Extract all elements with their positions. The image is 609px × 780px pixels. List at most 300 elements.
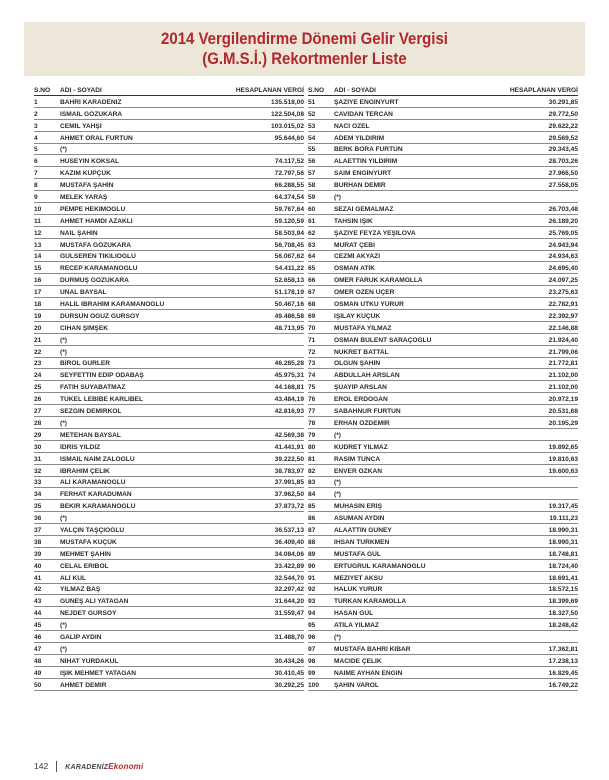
row-number: 16 xyxy=(34,277,42,285)
table-row xyxy=(308,381,578,393)
table-row xyxy=(34,667,304,679)
table-row xyxy=(34,643,304,655)
table-row xyxy=(308,358,578,370)
row-number: 90 xyxy=(308,562,316,570)
row-number: 7 xyxy=(34,170,38,178)
row-tax: 74.117,52 xyxy=(275,158,304,166)
table-row xyxy=(308,500,578,512)
row-number: 99 xyxy=(308,669,316,677)
row-number: 75 xyxy=(308,384,316,392)
row-number: 94 xyxy=(308,610,316,618)
row-number: 38 xyxy=(34,538,42,546)
row-number: 66 xyxy=(308,277,316,285)
row-name: NÜKRET BATTAL xyxy=(334,348,389,356)
table-row xyxy=(308,369,578,381)
row-number: 92 xyxy=(308,586,316,594)
row-name: ALAATTİN GÜNEY xyxy=(334,526,392,534)
row-name: PEMPE HEKİMOĞLU xyxy=(60,205,126,213)
row-number: 3 xyxy=(34,122,38,130)
table-row xyxy=(34,144,304,156)
row-number: 87 xyxy=(308,526,316,534)
row-tax: 28.703,26 xyxy=(548,158,578,166)
row-number: 97 xyxy=(308,645,316,653)
table-row xyxy=(34,381,304,393)
table-row xyxy=(34,120,304,132)
row-tax: 19.810,63 xyxy=(548,455,578,463)
left-table-body xyxy=(34,96,304,691)
row-number: 34 xyxy=(34,491,42,499)
table-row xyxy=(308,643,578,655)
page-number: 142 xyxy=(34,761,49,771)
row-name: IŞIK MEHMET YATAĞAN xyxy=(60,669,136,677)
row-number: 49 xyxy=(34,669,42,677)
row-name: İHSAN TÜRKMEN xyxy=(334,538,390,546)
table-row xyxy=(308,239,578,251)
row-tax: 30.434,26 xyxy=(274,657,304,665)
row-name: İDRİS YILDIZ xyxy=(60,443,101,451)
row-number: 60 xyxy=(308,205,316,213)
table-row xyxy=(308,465,578,477)
table-row xyxy=(34,488,304,500)
row-number: 26 xyxy=(34,396,42,404)
row-name: CEMİL YAHŞİ xyxy=(60,122,102,130)
row-name: NACİ ÖZEL xyxy=(334,122,370,130)
table-row xyxy=(308,215,578,227)
table-row xyxy=(308,167,578,179)
row-name: BAHRİ KARADENİZ xyxy=(60,98,122,106)
row-number: 36 xyxy=(34,515,42,523)
row-tax: 31.488,70 xyxy=(274,633,304,641)
row-number: 13 xyxy=(34,241,42,249)
table-row xyxy=(34,286,304,298)
row-name: BURHAN DEMİR xyxy=(334,182,386,190)
row-number: 54 xyxy=(308,134,316,142)
row-tax: 26.189,20 xyxy=(548,217,578,225)
row-tax: 19.317,45 xyxy=(548,503,578,511)
row-number: 2 xyxy=(34,110,38,118)
table-row xyxy=(34,179,304,191)
row-name: KUDRET YILMAZ xyxy=(334,443,388,451)
row-tax: 30.292,25 xyxy=(274,681,304,689)
table-row xyxy=(34,465,304,477)
row-name: BERK BORA FURTUN xyxy=(334,146,403,154)
row-tax: 22.782,91 xyxy=(548,301,578,309)
row-number: 81 xyxy=(308,455,316,463)
row-name: GÜLSEREN TIKILIOĞLU xyxy=(60,253,136,261)
row-tax: 39.222,50 xyxy=(274,455,304,463)
row-name: MACİDE ÇELİK xyxy=(334,657,382,665)
row-name: NAİL ŞAHİN xyxy=(60,229,98,237)
table-row xyxy=(308,524,578,536)
row-tax: 26.703,48 xyxy=(548,205,578,213)
footer-divider xyxy=(56,761,57,772)
page-footer xyxy=(34,759,143,773)
row-name: SAİM ENGİNYURT xyxy=(334,170,392,178)
table-row xyxy=(308,144,578,156)
row-tax: 19.600,63 xyxy=(548,467,578,475)
row-name: ERHAN ÖZDEMİR xyxy=(334,419,390,427)
table-row xyxy=(308,191,578,203)
row-name: ÖMER ÖZEN ÜÇER xyxy=(334,289,395,297)
row-tax: 44.168,81 xyxy=(274,384,304,392)
row-number: 71 xyxy=(308,336,316,344)
table-row xyxy=(34,262,304,274)
row-tax: 25.769,05 xyxy=(548,229,578,237)
table-row xyxy=(308,346,578,358)
row-name: HALİL İBRAHİM KARAMANOĞLU xyxy=(60,301,165,309)
row-name: RASİM TUNCA xyxy=(334,455,381,463)
row-number: 77 xyxy=(308,408,316,416)
row-name: IŞILAY KÜÇÜK xyxy=(334,312,381,320)
row-tax: 24.695,40 xyxy=(548,265,578,273)
row-name: MURAT ÇEBİ xyxy=(334,241,375,249)
table-row xyxy=(308,310,578,322)
row-name: NİHAT YURDAKUL xyxy=(60,657,119,665)
row-name: ERTUĞRUL KARAMANOĞLU xyxy=(334,562,426,570)
page-title: 2014 Vergilendirme Dönemi Gelir Vergisi xyxy=(161,29,448,48)
row-number: 37 xyxy=(34,526,42,534)
row-name: ASUMAN AYDIN xyxy=(334,515,385,523)
row-tax: 38.783,97 xyxy=(274,467,304,475)
row-number: 89 xyxy=(308,550,316,558)
row-number: 6 xyxy=(34,158,38,166)
table-row xyxy=(308,155,578,167)
logo-top-text: KARADENİZ xyxy=(65,763,109,771)
table-row xyxy=(308,595,578,607)
table-row xyxy=(308,417,578,429)
row-tax: 21.799,06 xyxy=(548,348,578,356)
table-row xyxy=(34,167,304,179)
table-row xyxy=(34,477,304,489)
row-tax: 45.975,31 xyxy=(274,372,304,380)
row-tax: 24.097,25 xyxy=(548,277,578,285)
table-row xyxy=(308,322,578,334)
row-tax: 16.749,22 xyxy=(548,681,578,689)
row-tax: 41.441,91 xyxy=(274,443,304,451)
table-row xyxy=(308,96,578,108)
row-name: ALİ KARAMANOĞLU xyxy=(60,479,126,487)
row-name: TÜKEL LEBİBE KARLIBEL xyxy=(60,396,144,404)
row-tax: 46.285,28 xyxy=(274,360,304,368)
row-number: 30 xyxy=(34,443,42,451)
row-tax: 31.559,47 xyxy=(274,610,304,618)
row-number: 46 xyxy=(34,633,42,641)
row-tax: 18.572,15 xyxy=(548,586,578,594)
table-row xyxy=(308,393,578,405)
row-name: ALAETTİN YILDIRIM xyxy=(334,158,398,166)
row-number: 65 xyxy=(308,265,316,273)
publication-logo xyxy=(65,762,143,771)
table-row xyxy=(34,572,304,584)
table-row xyxy=(34,227,304,239)
row-name: SEZAİ GEMALMAZ xyxy=(334,205,394,213)
row-tax: 18.990,31 xyxy=(548,526,578,534)
table-row xyxy=(308,607,578,619)
row-name: GALİP AYDIN xyxy=(60,633,102,641)
row-tax: 29.772,50 xyxy=(548,110,578,118)
row-number: 19 xyxy=(34,312,42,320)
table-row xyxy=(34,631,304,643)
row-name: (*) xyxy=(60,419,67,427)
row-name: OSMAN UTKU YÜRÜR xyxy=(334,301,404,309)
row-number: 84 xyxy=(308,491,316,499)
row-name: GÜNEŞ ALİ YATAĞAN xyxy=(60,598,129,606)
row-number: 35 xyxy=(34,503,42,511)
row-tax: 66.288,55 xyxy=(274,182,304,190)
row-name: SABAHNUR FURTUN xyxy=(334,408,401,416)
table-row xyxy=(34,441,304,453)
row-name: MUSTAFA KÜÇÜK xyxy=(60,538,117,546)
row-number: 67 xyxy=(308,289,316,297)
table-row xyxy=(34,358,304,370)
row-name: ŞUAYİP ARSLAN xyxy=(334,384,387,392)
row-name: ENVER ÖZKAN xyxy=(334,467,382,475)
row-name: ÖMER FARUK KARAMOLLA xyxy=(334,277,423,285)
row-tax: 135.518,00 xyxy=(270,98,304,106)
row-number: 72 xyxy=(308,348,316,356)
row-number: 14 xyxy=(34,253,42,261)
row-name: (*) xyxy=(60,515,67,523)
row-tax: 18.399,69 xyxy=(548,598,578,606)
row-tax: 52.658,13 xyxy=(274,277,304,285)
row-tax: 43.484,19 xyxy=(274,396,304,404)
row-number: 88 xyxy=(308,538,316,546)
table-row xyxy=(34,524,304,536)
row-name: ŞAHİN VAROL xyxy=(334,681,379,689)
table-row xyxy=(34,679,304,691)
row-tax: 42.569,38 xyxy=(274,431,304,439)
row-number: 41 xyxy=(34,574,42,582)
row-number: 50 xyxy=(34,681,42,689)
table-row xyxy=(34,203,304,215)
table-row xyxy=(308,227,578,239)
row-number: 63 xyxy=(308,241,316,249)
row-number: 51 xyxy=(308,98,316,106)
row-name: ŞAZİYE ENGİNYURT xyxy=(334,98,399,106)
row-tax: 37.991,85 xyxy=(274,479,304,487)
header-name: ADI - SOYADI xyxy=(334,87,376,94)
table-row xyxy=(308,179,578,191)
row-number: 47 xyxy=(34,645,42,653)
table-row xyxy=(34,393,304,405)
row-number: 32 xyxy=(34,467,42,475)
row-number: 57 xyxy=(308,170,316,178)
table-row xyxy=(34,334,304,346)
left-table-header xyxy=(34,80,304,96)
row-tax: 27.966,50 xyxy=(548,170,578,178)
row-tax: 51.178,19 xyxy=(274,289,304,297)
row-number: 45 xyxy=(34,622,42,630)
table-row xyxy=(34,274,304,286)
row-tax: 56.067,62 xyxy=(274,253,304,261)
row-name: ATİLA YILMAZ xyxy=(334,622,379,630)
row-tax: 21.102,00 xyxy=(548,384,578,392)
table-row xyxy=(34,369,304,381)
row-tax: 29.343,45 xyxy=(548,146,578,154)
header-sno: S.NO xyxy=(34,87,51,94)
row-tax: 37.962,50 xyxy=(274,491,304,499)
row-name: FERHAT KARADUMAN xyxy=(60,491,132,499)
row-name: TAHSİN IŞIK xyxy=(334,217,373,225)
row-name: AHMET DEMİR xyxy=(60,681,107,689)
table-row xyxy=(308,536,578,548)
row-number: 76 xyxy=(308,396,316,404)
table-row xyxy=(34,310,304,322)
row-tax: 72.797,56 xyxy=(274,170,304,178)
table-row xyxy=(34,346,304,358)
table-row xyxy=(34,536,304,548)
row-number: 95 xyxy=(308,622,316,630)
row-number: 68 xyxy=(308,301,316,309)
row-tax: 18.327,50 xyxy=(548,610,578,618)
table-row xyxy=(34,584,304,596)
row-number: 40 xyxy=(34,562,42,570)
row-name: (*) xyxy=(334,633,341,641)
right-table-body xyxy=(308,96,578,691)
row-name: İSMAİL NAİM ZALOĞLU xyxy=(60,455,135,463)
header-sno: S.NO xyxy=(308,87,325,94)
row-number: 96 xyxy=(308,633,316,641)
table-row xyxy=(34,132,304,144)
row-tax: 21.924,40 xyxy=(548,336,578,344)
row-tax: 18.748,81 xyxy=(548,550,578,558)
row-number: 44 xyxy=(34,610,42,618)
row-number: 69 xyxy=(308,312,316,320)
row-number: 20 xyxy=(34,324,42,332)
logo-main-text: Ekonomi xyxy=(108,761,144,771)
table-row xyxy=(308,477,578,489)
row-number: 82 xyxy=(308,467,316,475)
row-number: 29 xyxy=(34,431,42,439)
header-name: ADI - SOYADI xyxy=(60,87,102,94)
title-banner xyxy=(24,22,585,76)
row-number: 24 xyxy=(34,372,42,380)
row-tax: 58.503,94 xyxy=(274,229,304,237)
table-row xyxy=(34,560,304,572)
row-name: ŞAZİYE FEYZA YEŞİLOVA xyxy=(334,229,416,237)
row-tax: 30.410,45 xyxy=(274,669,304,677)
table-row xyxy=(308,584,578,596)
row-tax: 49.486,58 xyxy=(274,312,304,320)
row-number: 78 xyxy=(308,419,316,427)
row-number: 43 xyxy=(34,598,42,606)
row-tax: 19.111,23 xyxy=(549,515,578,523)
table-row xyxy=(34,215,304,227)
row-tax: 20.195,29 xyxy=(548,419,578,427)
row-tax: 48.713,95 xyxy=(274,324,304,332)
row-name: (*) xyxy=(334,194,341,202)
row-name: CİHAN ŞİMŞEK xyxy=(60,324,108,332)
table-row xyxy=(308,108,578,120)
row-name: (*) xyxy=(334,431,341,439)
table-row xyxy=(308,203,578,215)
row-tax: 18.248,42 xyxy=(548,622,578,630)
row-number: 58 xyxy=(308,182,316,190)
row-number: 61 xyxy=(308,217,316,225)
row-number: 12 xyxy=(34,229,42,237)
row-number: 21 xyxy=(34,336,42,344)
row-name: (*) xyxy=(334,491,341,499)
row-name: AHMET ORAL FURTUN xyxy=(60,134,133,142)
row-tax: 42.816,93 xyxy=(274,408,304,416)
row-name: CAVİDAN TERCAN xyxy=(334,110,393,118)
row-tax: 19.892,65 xyxy=(548,443,578,451)
row-name: ALİ KUL xyxy=(60,574,87,582)
row-tax: 50.467,16 xyxy=(274,301,304,309)
row-number: 79 xyxy=(308,431,316,439)
table-row xyxy=(308,441,578,453)
row-tax: 56.708,45 xyxy=(274,241,304,249)
row-name: (*) xyxy=(334,479,341,487)
row-number: 17 xyxy=(34,289,42,297)
row-tax: 34.084,06 xyxy=(274,550,304,558)
table-row xyxy=(34,239,304,251)
row-number: 52 xyxy=(308,110,316,118)
row-name: SEYFETTİN EDİP ODABAŞ xyxy=(60,372,144,380)
row-number: 31 xyxy=(34,455,42,463)
row-tax: 31.644,20 xyxy=(274,598,304,606)
table-row xyxy=(308,679,578,691)
row-tax: 54.411,22 xyxy=(275,265,304,273)
table-row xyxy=(308,262,578,274)
row-tax: 36.409,40 xyxy=(274,538,304,546)
row-number: 9 xyxy=(34,194,38,202)
row-name: BİROL GÜRLER xyxy=(60,360,111,368)
row-number: 55 xyxy=(308,146,316,154)
row-number: 59 xyxy=(308,194,316,202)
table-row xyxy=(308,251,578,263)
row-tax: 21.102,00 xyxy=(548,372,578,380)
row-tax: 29.622,22 xyxy=(548,122,578,130)
row-tax: 24.943,94 xyxy=(548,241,578,249)
table-row xyxy=(308,631,578,643)
table-row xyxy=(34,512,304,524)
row-number: 56 xyxy=(308,158,316,166)
row-number: 86 xyxy=(308,515,316,523)
table-row xyxy=(308,548,578,560)
row-name: HASAN GÜL xyxy=(334,610,374,618)
row-number: 28 xyxy=(34,419,42,427)
table-row xyxy=(308,572,578,584)
row-name: TÜRKAN KARAMOLLA xyxy=(334,598,407,606)
table-row xyxy=(308,286,578,298)
row-number: 8 xyxy=(34,182,38,190)
row-name: MUSTAFA GÜL xyxy=(334,550,381,558)
row-number: 83 xyxy=(308,479,316,487)
table-row xyxy=(308,132,578,144)
row-number: 23 xyxy=(34,360,42,368)
table-row xyxy=(308,667,578,679)
table-row xyxy=(308,512,578,524)
table-row xyxy=(308,120,578,132)
row-number: 18 xyxy=(34,301,42,309)
row-number: 1 xyxy=(34,98,38,106)
table-row xyxy=(308,619,578,631)
row-tax: 24.934,63 xyxy=(548,253,578,261)
row-name: BEKİR KARAMANOĞLU xyxy=(60,503,136,511)
row-tax: 32.297,42 xyxy=(274,586,304,594)
row-number: 53 xyxy=(308,122,316,130)
row-name: (*) xyxy=(60,348,67,356)
row-name: EROL ERDOĞAN xyxy=(334,396,388,404)
row-tax: 20.531,68 xyxy=(548,408,578,416)
page-subtitle: (G.M.S.İ.) Rekortmenler Liste xyxy=(202,49,407,68)
row-name: MUSTAFA ŞAHİN xyxy=(60,182,114,190)
table-row xyxy=(34,595,304,607)
row-number: 10 xyxy=(34,205,42,213)
row-tax: 22.392,97 xyxy=(548,312,578,320)
row-name: CEZMİ AKYAZI xyxy=(334,253,381,261)
